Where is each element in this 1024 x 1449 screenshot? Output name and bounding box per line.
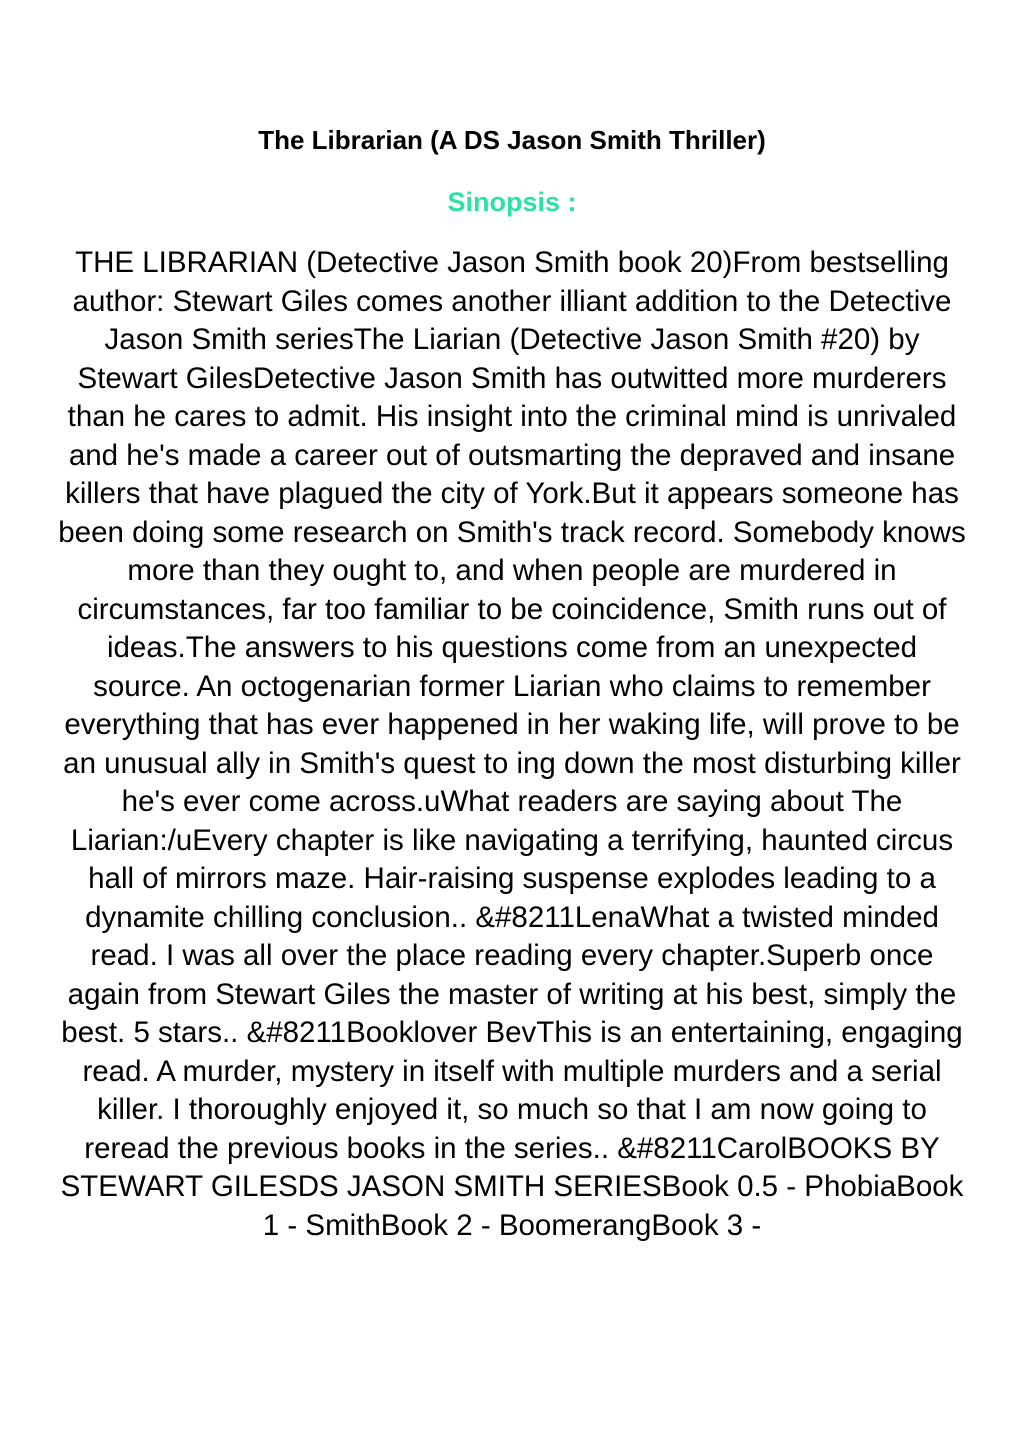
book-title: The Librarian (A DS Jason Smith Thriller) [258,125,766,155]
synopsis-heading: Sinopsis : [447,187,577,217]
synopsis-text: THE LIBRARIAN (Detective Jason Smith book 20)From bestselling author: Stewart Giles comes another illiant addition to the Detective Jason Smith seriesThe Liarian (Detective Jason Smith #20) by Stewart GilesDetective Jason Smith has outwitted more murderers than he cares to admit. His insight into the criminal mind is unrivaled and he's made a career out of outsmarting the depraved and insane killers that have plagued the city of York.But it appears someone has been doing some research on Smith's track record. Somebody knows more than they ought to, and when people are murdered in circumstances, far too familiar to be coincidence, Smith runs out of ideas.The answers to his questions come from an unexpected source. An octogenarian former Liarian who claims to remember everything that has ever happened in her waking life, will prove to be an unusual ally in Smith's quest to ing down the most disturbing killer he's ever come across.uWhat readers are saying about The Liarian:/uEvery chapter is like navigating a terrifying, haunted circus hall of mirrors maze. Hair-raising suspense explodes leading to a dynamite chilling conclusion.. &#8211LenaWhat a twisted minded read. I was all over the place reading every chapter.Superb once again from Stewart Giles the master of writing at his best, simply the best. 5 stars.. &#8211Booklover BevThis is an entertaining, engaging read. A murder, mystery in itself with multiple murders and a serial killer. I thoroughly enjoyed it, so much so that I am now going to reread the previous books in the series.. &#8211CarolBOOKS BY STEWART GILESDS JASON SMITH SERIESBook 0.5 - PhobiaBook 1 - SmithBook 2 - BoomerangBook 3 - [58,246,966,1242]
